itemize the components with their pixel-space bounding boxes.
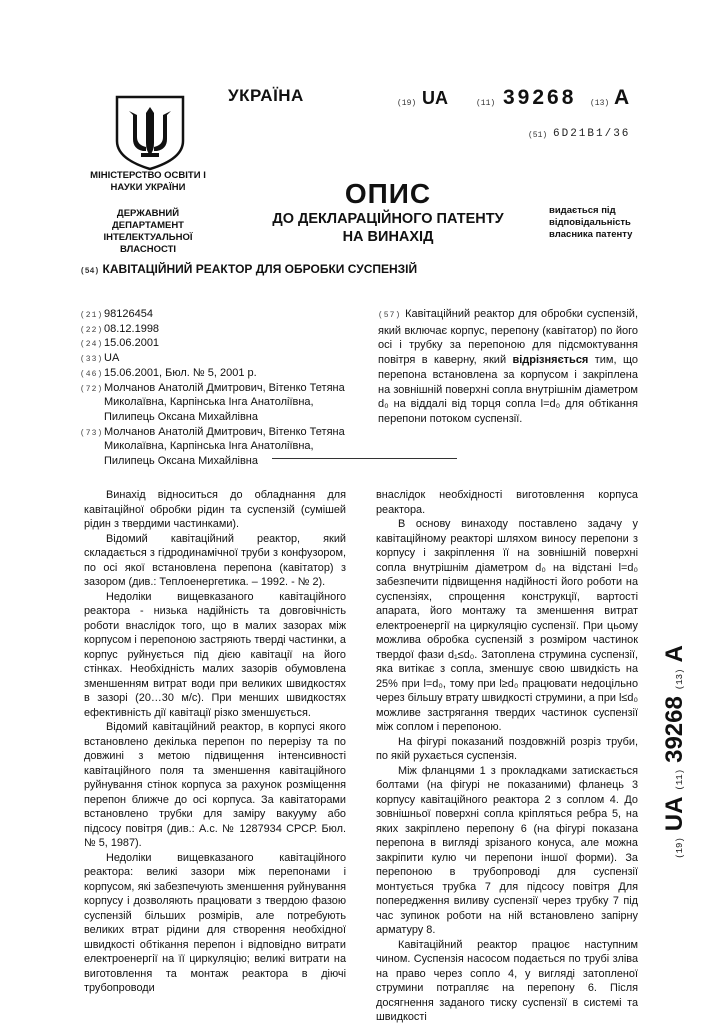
section-divider — [272, 458, 457, 459]
priority-country: UA — [104, 352, 120, 365]
paragraph: Між фланцями 1 з прокладками затискається болтами (на фігурі не показаними) фланець 3 корпусу кавітаційного реактора 2 з соплом 4. До зовнішньої поверхні сопла кріпляться ребра 5, на яких закріплено перепону 6 (на фігурі показана перепона в вигляді зрізаного конуса, але можна закріпити кулю чи перепони іншої форми). За перепоною в трубопроводі для суспензії монтується трубка 7 для підсосу повітря Для попередження виливу суспензії через трубку 7 під час зупинок роботи на ній встановлено запірну арматуру 8. — [376, 764, 638, 936]
doc-kind: A — [614, 86, 630, 109]
paragraph: Відомий кавітаційний реактор, який складається з гідродинамічної труби з конфузором, по осі якої встановлена перепона (кавітатор) з зазором (див.: Теплоенергетика. – 1992. - № 2). — [84, 532, 346, 588]
side-code-11: (11) — [675, 768, 685, 791]
code-51: (51) — [528, 131, 548, 140]
owners: Молчанов Анатолій Дмитрович, Вітенко Тетяна Миколаївна, Карпінська Інга Анатоліївна, Пилипець Оксана Михайлівна — [104, 425, 345, 468]
biblio-code: (24) — [80, 340, 104, 350]
paragraph: Недоліки вищевказаного кавітаційного реактора: великі зазори між перепонами і корпусом, які забезпечують зменшення руйнування корпусу і дозволяють працювати з твердою фазою суспензій більших розмірів, але потребують великих втрат рідини для створення необхідної швидкості обтікання перепон і відповідно витрати електроенергії на її циркуляцію; великі витрати на виготовлення та монтаж реактора в діючі трубопроводи — [84, 851, 346, 994]
application-number: 98126454 — [104, 308, 153, 320]
paragraph: внаслідок необхідності виготовлення корпуса реактора. — [376, 489, 638, 516]
side-patent-number: 39268 — [661, 696, 688, 763]
document-title: ОПИС — [344, 178, 432, 209]
biblio-row — [80, 366, 360, 381]
invention-title: КАВІТАЦІЙНИЙ РЕАКТОР ДЛЯ ОБРОБКИ СУСПЕНЗІЙ — [102, 262, 418, 276]
description-right-column — [376, 488, 638, 1025]
biblio-row — [80, 307, 360, 322]
biblio-code: (33) — [80, 355, 104, 365]
side-patent-label — [655, 590, 695, 920]
code-19: (19) — [397, 99, 417, 108]
claim-part-2: тим, що перепона встановлена за корпусом і закріплена на зовнішній поверхні сопла внутрішнім діаметром d₀ на віддалі від торця сопла l=d₀ для обтікання перепони потоком суспензії. — [378, 354, 638, 425]
biblio-code: (21) — [80, 311, 104, 320]
claim-text — [378, 307, 638, 427]
inventors: Молчанов Анатолій Дмитрович, Вітенко Тетяна Миколаївна, Карпінська Інга Анатоліївна, Пилипець Оксана Михайлівна — [104, 381, 345, 423]
biblio-row — [80, 322, 360, 337]
paragraph: Відомий кавітаційний реактор, в корпусі якого встановлено декілька перепон по перерізу та по довжині з метою підвищення інтенсивності кавітаційного поля та зменшення кавітаційного руйнування стінок корпуса за рахунок розміщення перепон ближче до осі корпуса. За кавітаторами встановлено трубки для заміру вакууму або підсосу повітря (див.: А.с. № 1287934 СРСР. Бюл. № 5, 1987). — [84, 721, 346, 849]
invention-title-line — [80, 262, 417, 276]
code-13: (13) — [590, 99, 610, 108]
side-country-code: UA — [661, 796, 688, 832]
publication-info: 15.06.2001, Бюл. № 5, 2001 р. — [104, 366, 257, 379]
paragraph: На фігурі показаний поздовжній розріз труби, по якій рухається суспензія. — [376, 735, 638, 762]
side-code-19: (19) — [675, 837, 685, 859]
effective-date: 15.06.2001 — [104, 337, 160, 350]
document-subtitle: ДО ДЕКЛАРАЦІЙНОГО ПАТЕНТУ НА ВИНАХІД — [272, 211, 504, 245]
ministry-name: МІНІСТЕРСТВО ОСВІТИ І НАУКИ УКРАЇНИ — [90, 170, 206, 193]
country-code: UA — [422, 88, 448, 108]
biblio-row — [80, 381, 360, 425]
description-left-column — [84, 488, 346, 996]
paragraph: Кавітаційний реактор працює наступним чином. Суспензія насосом подається по трубі зліва на право через сопло 4, у вигляді затопленої струмини потрапляє на перепону 6. Після досягнення заданого тиску суспензії в системі та швидкості — [376, 938, 638, 1023]
biblio-row — [80, 425, 360, 469]
coat-of-arms-emblem — [111, 93, 189, 171]
paragraph: Винахід відноситься до обладнання для кавітаційної обробки рідин та суспензій (сумішей рідин з твердими частинками). — [84, 489, 346, 530]
country-name: УКРАЇНА — [228, 86, 304, 105]
side-code-13: (13) — [675, 668, 685, 691]
paragraph: В основу винаходу поставлено задачу у кавітаційному реакторі шляхом виносу перепони з корпусу і закріплення її на зовнішній поверхні сопла внутрішнім діаметром d₀ на відстані l=d₀ забезпечити підвищення надійності його роботи на суспензіях, спрощення конструкції, вартості апарата, його монтажу та зменшення витрат електроенергії на циркуляцію суспензії. При цьому можлива обробка суспензій з розміром частинок твердої фази d₁≤d₀. Затоплена струмина суспензії, яка витікає з сопла, зменшує свою швидкість на 25% при l=d₀, тому при l≥d₀ працювати недоцільно через більшу втрату швидкості струмини, а при l≤d₀ можливе застрягання твердих частинок суспензії між соплом і перепоною. — [376, 518, 638, 733]
claim-keyword: відрізняється — [512, 354, 589, 367]
code-11: (11) — [476, 99, 496, 108]
paragraph: Недоліки вищевказаного кавітаційного реактора - низька надійність та довговічність роботи внаслідок того, що в малих зазорах між корпусом і перепоною застряють тверді частинки, а корпус руйнується під дією кавітації на його стінках. Необхідність малих зазорів обумовлена зменшенням витрат води при великих швидкостях в зазорі (20…30 м/с). При менших швидкостях ефективність дії кавітації різко зменшується. — [84, 590, 346, 719]
issued-note: видається під відповідальність власника патенту — [549, 205, 633, 240]
bibliographic-data — [80, 307, 360, 469]
biblio-row — [80, 336, 360, 351]
code-54: (54) — [80, 267, 100, 276]
biblio-code: (73) — [80, 428, 104, 438]
code-57: (57) — [378, 311, 402, 320]
department-name: ДЕРЖАВНИЙ ДЕПАРТАМЕНТ ІНТЕЛЕКТУАЛЬНОЇ ВЛАСНОСТІ — [103, 208, 193, 255]
side-doc-kind: A — [661, 645, 688, 663]
biblio-code: (46) — [80, 369, 104, 379]
biblio-code: (72) — [80, 384, 104, 394]
ipc-class: 6D21B1/36 — [553, 128, 631, 140]
biblio-code: (22) — [80, 325, 104, 335]
claim-part-1: Кавітаційний реактор для обробки суспензій, який включає корпус, перепону (кавітатор) по його осі і трубку за перепоною для підсмоктування повітря в каверну, який — [378, 308, 638, 367]
patent-number: 39268 — [503, 86, 577, 109]
filing-date: 08.12.1998 — [104, 322, 160, 335]
biblio-row — [80, 351, 360, 366]
